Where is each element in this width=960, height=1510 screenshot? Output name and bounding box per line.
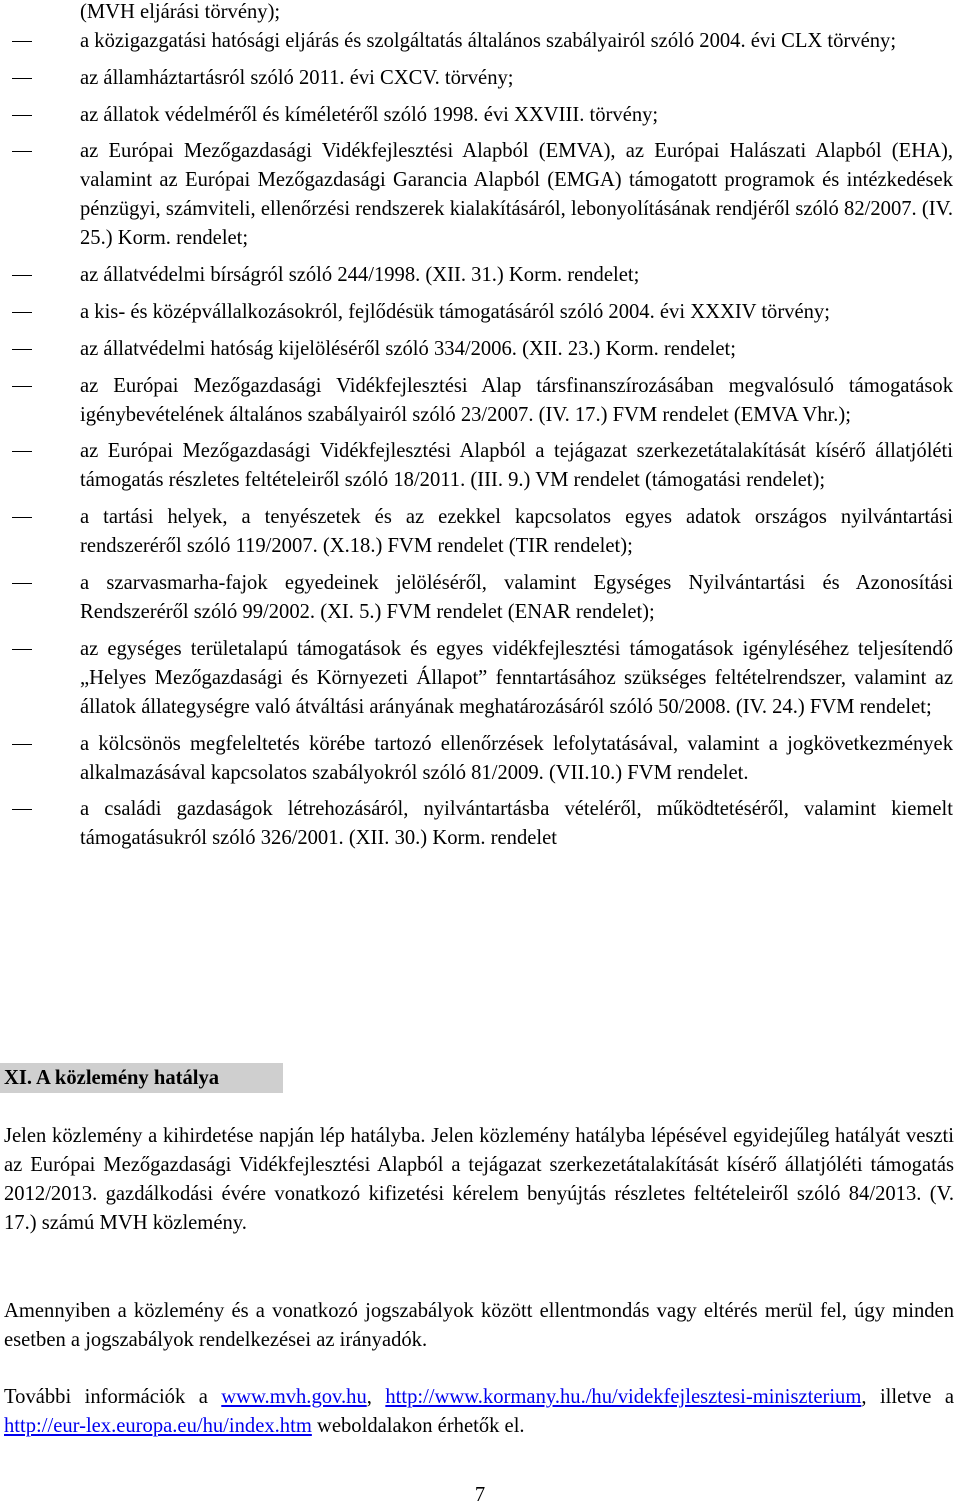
list-item — [0, 298, 960, 327]
info-separator: , — [366, 1386, 386, 1408]
dash-bullet-icon — [12, 41, 32, 42]
list-item — [0, 101, 960, 130]
list-item — [0, 635, 960, 722]
dash-bullet-icon — [12, 451, 32, 452]
list-item-text: a kis- és középvállalkozásokról, fejlődésük támogatásáról szóló 2004. évi XXXIV törvény; — [80, 300, 830, 323]
info-separator-2: , illetve a — [861, 1386, 954, 1408]
list-item-text: az államháztartásról szóló 2011. évi CXCV. törvény; — [80, 66, 514, 89]
list-item — [0, 795, 960, 853]
list-item-text: az állatok védelméről és kíméletéről szóló 1998. évi XXVIII. törvény; — [80, 103, 659, 126]
list-item-text: az Európai Mezőgazdasági Vidékfejlesztési Alap társfinanszírozásában megvalósuló támogatások igénybevételének általános szabályairól szóló 23/2007. (IV. 17.) FVM rendelet (EMVA Vhr.); — [80, 374, 953, 426]
dash-bullet-icon — [12, 386, 32, 387]
dash-bullet-icon — [12, 151, 32, 152]
dash-bullet-icon — [12, 809, 32, 810]
section-heading: XI. A közlemény hatálya — [0, 1063, 283, 1093]
kormany-link[interactable]: http://www.kormany.hu./hu/videkfejlesztesi-miniszterium — [385, 1386, 862, 1408]
conflict-paragraph: Amennyiben a közlemény és a vonatkozó jogszabályok között ellentmondás vagy eltérés merül fel, úgy minden esetben a jogszabályok rendelkezései az irányadók. — [4, 1300, 954, 1351]
dash-bullet-icon — [12, 312, 32, 313]
list-item — [0, 64, 960, 93]
dash-bullet-icon — [12, 517, 32, 518]
dash-bullet-icon — [12, 349, 32, 350]
list-item-text: az Európai Mezőgazdasági Vidékfejlesztési Alapból (EMVA), az Európai Halászati Alapból (EHA), valamint az Európai Mezőgazdasági Garancia Alapból (EMGA) támogatott programok és intézkedések pénzügyi, számviteli, ellenőrzési rendszerek kialakításáról, lebonyolításának rendjéről szóló 82/2007. (IV. 25.) Korm. rendelet; — [80, 140, 953, 250]
mvh-link[interactable]: www.mvh.gov.hu — [221, 1386, 367, 1408]
page-number: 7 — [474, 1484, 486, 1506]
list-item-text: a tartási helyek, a tenyészetek és az ezekkel kapcsolatos egyes adatok országos nyilvántartási rendszeréről szóló 119/2007. (X.18.) FVM rendelet (TIR rendelet); — [80, 506, 953, 558]
info-suffix: weboldalakon érhetők el. — [311, 1415, 525, 1437]
list-item — [0, 137, 960, 253]
dash-bullet-icon — [12, 275, 32, 276]
list-item-text: az Európai Mezőgazdasági Vidékfejlesztési Alapból a tejágazat szerkezetátalakítását kísérő állatjóléti támogatás részletes feltételeiről szóló 18/2011. (III. 9.) VM rendelet (támogatási rendelet); — [80, 440, 953, 492]
list-item-text: a kölcsönös megfeleltetés körébe tartozó ellenőrzések lefolytatásával, valamint a jogkövetkezmények alkalmazásával kapcsolatos szabályokról szóló 81/2009. (VII.10.) FVM rendelet. — [80, 732, 953, 784]
list-item — [0, 730, 960, 788]
dash-bullet-icon — [12, 583, 32, 584]
legal-references-list — [0, 27, 960, 861]
list-item-text: a közigazgatási hatósági eljárás és szolgáltatás általános szabályairól szóló 2004. évi CLX törvény; — [80, 30, 897, 52]
list-item — [0, 503, 960, 561]
info-prefix: További információk a — [4, 1386, 222, 1408]
info-paragraph — [4, 1383, 954, 1441]
list-item — [0, 335, 960, 364]
list-item-text: a családi gazdaságok létrehozásáról, nyilvántartásba vételéről, működtetéséről, valamint kiemelt támogatásukról szóló 326/2001. (XII. 30.) Korm. rendelet — [80, 798, 953, 850]
list-item — [0, 569, 960, 627]
dash-bullet-icon — [12, 78, 32, 79]
list-item — [0, 261, 960, 290]
list-item-text: az állatvédelmi hatóság kijelöléséről szóló 334/2006. (XII. 23.) Korm. rendelet; — [80, 337, 736, 360]
effect-paragraph: Jelen közlemény a kihirdetése napján lép hatályba. Jelen közlemény hatályba lépésével egyidejűleg hatályát veszti az Európai Mezőgazdasági Vidékfejlesztési Alapból a tejágazat szerkezetátalakítását kísérő állatjóléti támogatás 2012/2013. gazdálkodási évére vonatkozó kifizetési kérelem benyújtás részletes feltételeiről szóló 84/2013. (V. 17.) számú MVH közlemény. — [4, 1125, 954, 1234]
list-item-text: az állatvédelmi bírságról szóló 244/1998. (XII. 31.) Korm. rendelet; — [80, 264, 640, 287]
list-item-text: az egységes területalapú támogatások és egyes vidékfejlesztési támogatások igényléséhez teljesítendő „Helyes Mezőgazdasági és Környezeti Állapot” fenntartásához szükséges feltételrendszer, valamint az állatok állategységre való átváltási arányának meghatározásáról szóló 50/2008. (IV. 24.) FVM rendelet; — [80, 637, 953, 718]
list-item — [0, 437, 960, 495]
list-item — [0, 27, 960, 56]
list-item-text: a szarvasmarha-fajok egyedeinek jelöléséről, valamint Egységes Nyilvántartási és Azonosítási Rendszeréről szóló 99/2002. (XI. 5.) FVM rendelet (ENAR rendelet); — [80, 571, 953, 623]
dash-bullet-icon — [12, 649, 32, 650]
list-item — [0, 372, 960, 430]
dash-bullet-icon — [12, 744, 32, 745]
eur-lex-link[interactable]: http://eur-lex.europa.eu/hu/index.htm — [4, 1415, 312, 1437]
continuation-line: (MVH eljárási törvény); — [80, 1, 281, 23]
dash-bullet-icon — [12, 115, 32, 116]
